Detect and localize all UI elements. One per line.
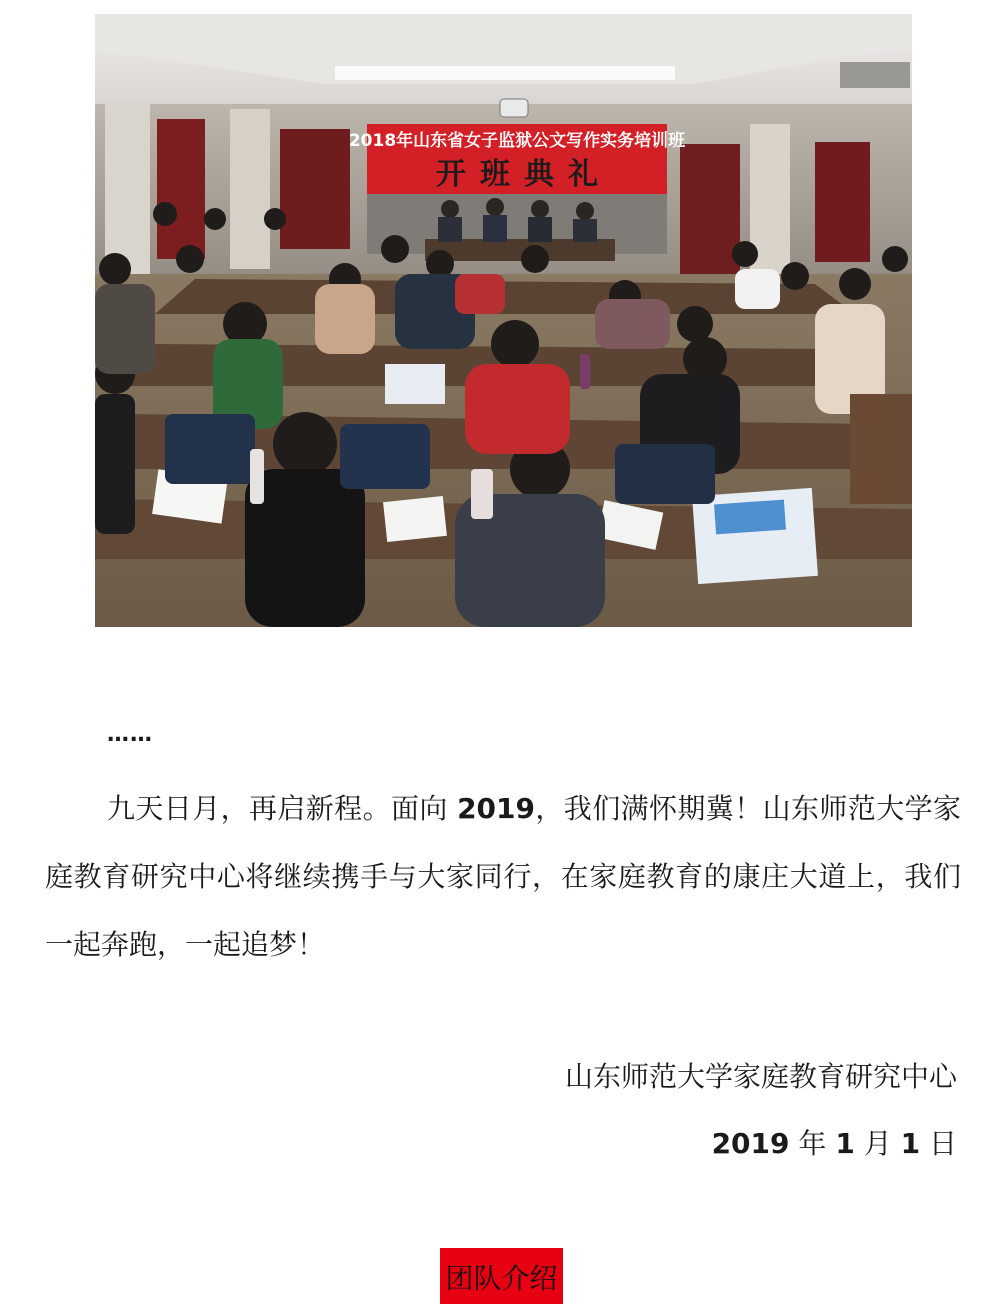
paragraph-year: 2019: [457, 792, 536, 825]
date-year: 2019: [711, 1127, 790, 1160]
date-month-unit: 月: [854, 1127, 901, 1160]
signature-organization: 山东师范大学家庭教育研究中心: [564, 1060, 957, 1093]
date-day-unit: 日: [920, 1127, 957, 1160]
signature-date: [712, 1122, 957, 1162]
paragraph-text-part2: ，我们满怀期冀！山东师范大学家庭教育研究中心将继续携手与大家同行，在家庭教育的康庄大道上，我们一起奔跑，一起追梦！: [45, 792, 961, 961]
closing-paragraph: [45, 775, 961, 979]
date-year-unit: 年: [789, 1127, 836, 1160]
date-month: 1: [835, 1127, 855, 1160]
banner-subtitle: 开班典礼: [436, 157, 612, 192]
team-intro-heading: 团队介绍: [440, 1248, 563, 1304]
paragraph-text-part1: 九天日月，再启新程。面向: [107, 792, 458, 825]
conference-photo: [95, 14, 912, 627]
ellipsis-text: ……: [107, 722, 153, 747]
banner-title: 2018年山东省女子监狱公文写作实务培训班: [348, 131, 686, 151]
date-day: 1: [900, 1127, 921, 1160]
